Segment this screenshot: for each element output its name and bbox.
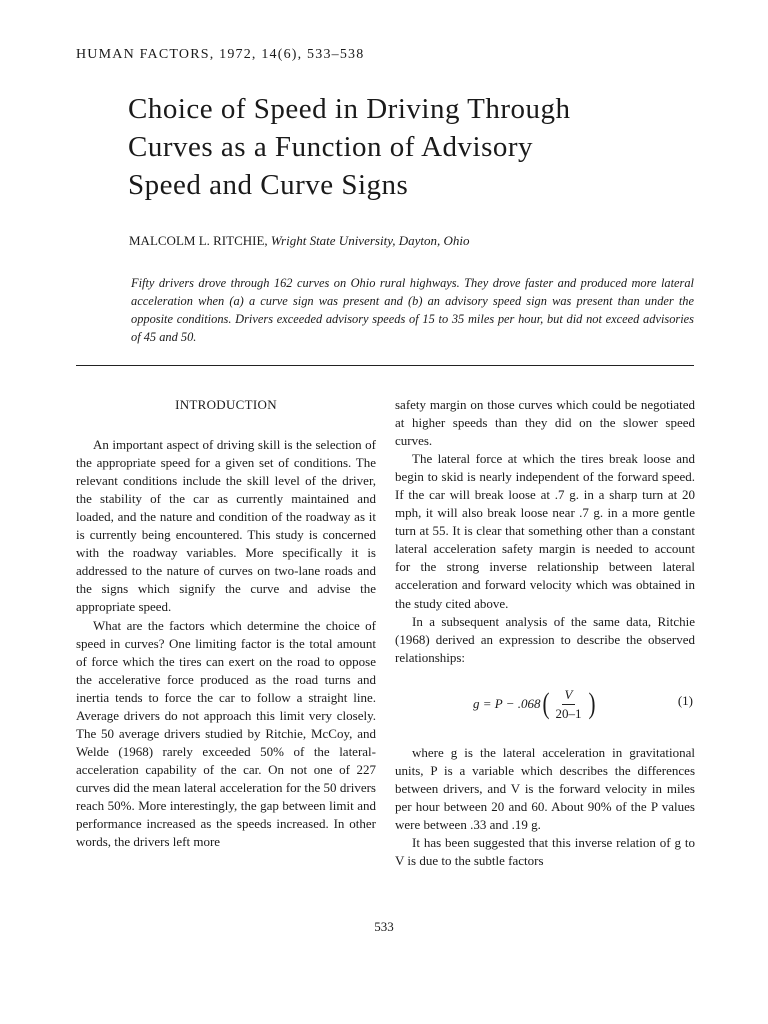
right-column	[395, 396, 695, 870]
fraction-denominator: 20–1	[555, 705, 582, 721]
journal-citation: HUMAN FACTORS, 1972, 14(6), 533–538	[76, 47, 365, 62]
title-line: Curves as a Function of Advisory	[128, 131, 534, 163]
page-number: 533	[374, 919, 394, 934]
left-column	[76, 396, 376, 851]
section-heading: INTRODUCTION	[175, 397, 277, 412]
author-name: MALCOLM L. RITCHIE,	[129, 233, 268, 248]
open-paren: (	[542, 687, 550, 721]
equation	[395, 672, 695, 738]
paragraph: What are the factors which determine the choice of speed in curves? One limiting factor is the total amount of force which the tires can exert on the road to oppose the accelerative force produced as the road turns and inertia tends to force the car to follow a straight line. Average drivers do not approach this limit very closely. The 50 average drivers studied by Ritchie, McCoy, and Welde (1968) rarely exceeded 50% of the lateral-acceleration capability of the car. On not one of 227 curves did the mean lateral acceleration for the 50 drivers reach 50%. More interestingly, the gap between limit and performance increased as the speeds increased. In other words, the drivers left more	[76, 617, 376, 850]
paragraph: safety margin on those curves which could be negotiated at higher speeds than they did on the slower speed curves.	[395, 397, 695, 449]
equation-fraction	[553, 686, 585, 723]
author-affiliation: Wright State University, Dayton, Ohio	[270, 233, 470, 248]
section-divider	[76, 365, 694, 366]
close-paren: )	[588, 687, 596, 721]
fraction-numerator: V	[562, 686, 576, 705]
article-title	[128, 90, 728, 204]
paragraph: An important aspect of driving skill is the selection of the appropriate speed for a given set of conditions. The relevant conditions include the skill level of the driver, the stability of the car as currently maintained and loaded, and the nature and condition of the roadway as it is currently being encountered. This study is concerned with the roadway variables. More specifically it is addressed to the nature of curves on two-lane roads and the signs which signify the curve and advise the appropriate speed.	[76, 437, 376, 615]
author-line	[129, 233, 470, 249]
equation-lhs: g = P − .068	[473, 696, 541, 712]
paragraph: It has been suggested that this inverse relation of g to V is due to the subtle factors	[395, 834, 695, 868]
title-line: Speed and Curve Signs	[128, 169, 409, 201]
paragraph: In a subsequent analysis of the same data, Ritchie (1968) derived an expression to describe the observed relationships:	[395, 613, 695, 665]
title-line: Choice of Speed in Driving Through	[128, 93, 571, 125]
paragraph: where g is the lateral acceleration in gravitational units, P is a variable which describes the differences between drivers, and V is the forward velocity in miles per hour between 20 and 60. About 90% of the P values were between .33 and .19 g.	[395, 744, 695, 832]
paragraph: The lateral force at which the tires break loose and begin to skid is nearly independent of the forward speed. If the car will break loose at .7 g. in a sharp turn at 20 mph, it will also break loose near .7 g. in a more gentle turn at 55. It is clear that something other than a constant lateral acceleration safety margin is needed to account for the strong inverse relationship between lateral acceleration and forward velocity which was obtained in the study cited above.	[395, 451, 695, 611]
equation-number: (1)	[677, 692, 693, 708]
equation-expression	[473, 686, 597, 723]
abstract: Fifty drivers drove through 162 curves on Ohio rural highways. They drove faster and produced more lateral acceleration when (a) a curve sign was present and (b) an advisory speed sign was present than under the opposite conditions. Drivers exceeded advisory speeds of 15 to 35 miles per hour, but did not exceed advisories of 45 and 50.	[131, 276, 694, 344]
